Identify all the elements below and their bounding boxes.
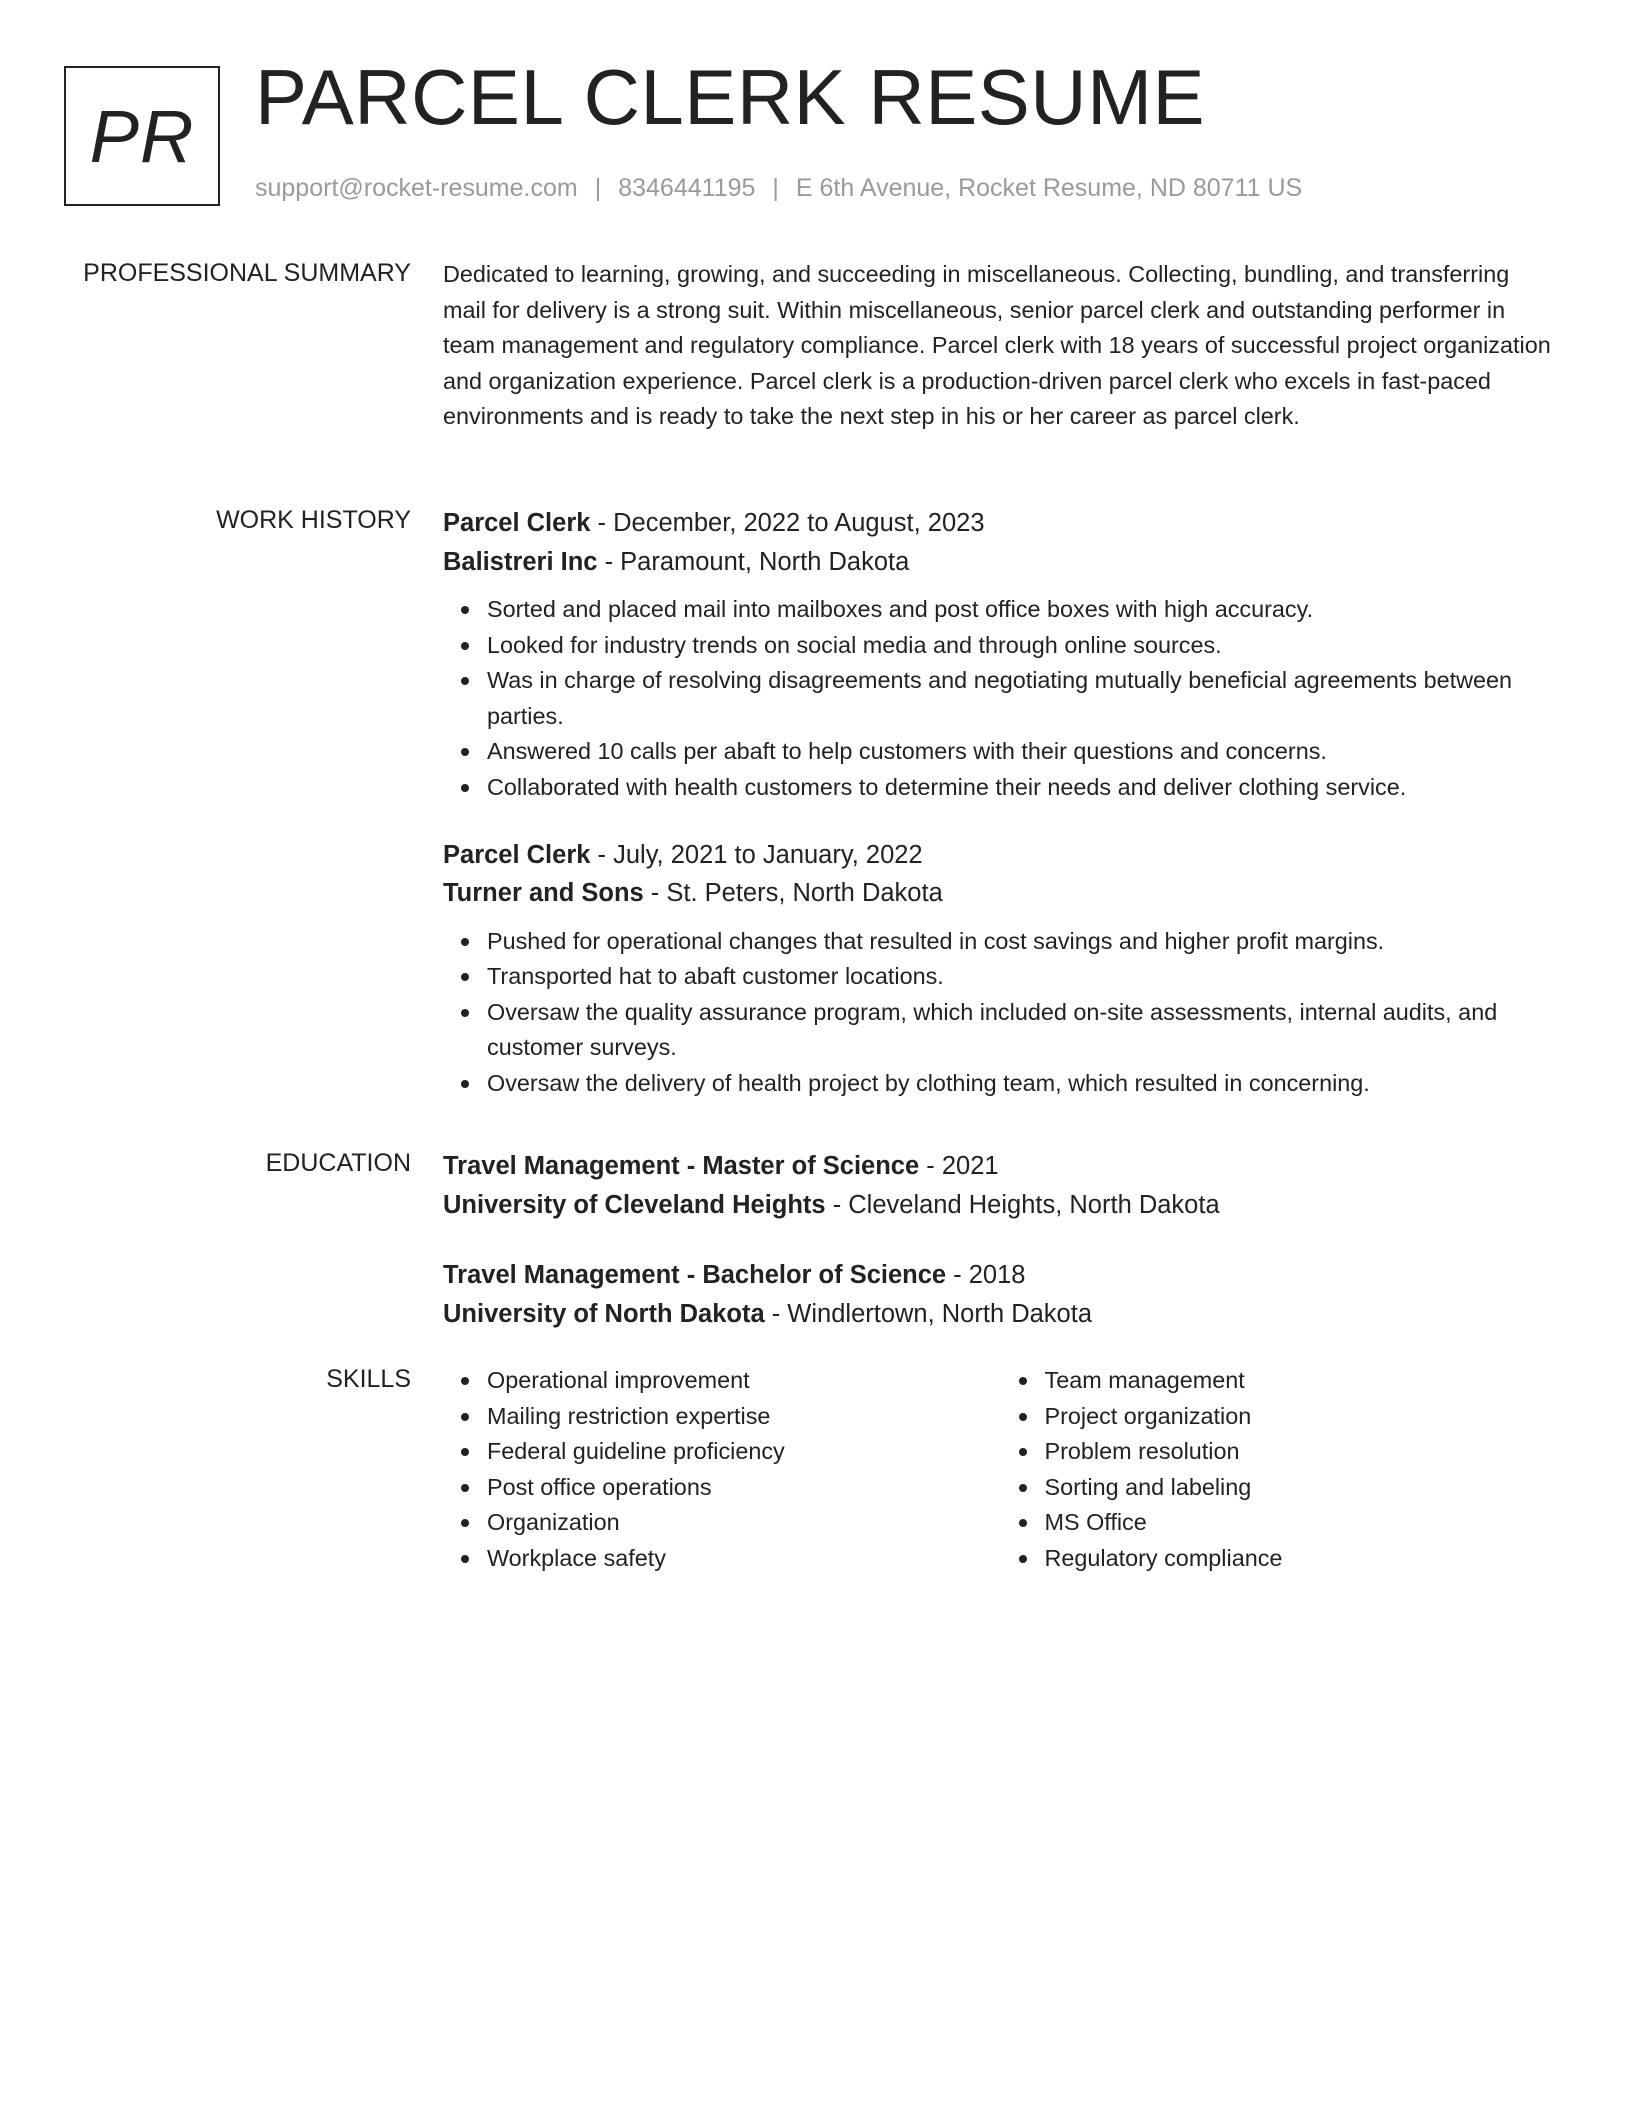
job-title: Parcel Clerk [443,509,591,537]
degree-line [443,1256,1558,1295]
job-title-line [443,836,1558,875]
skill-item: Post office operations [487,1470,1001,1506]
job-company-line [443,543,1558,582]
skills-list-left [443,1363,1001,1577]
contact-separator: | [772,174,779,202]
skill-item: Workplace safety [487,1541,1001,1577]
job-dates: - December, 2022 to August, 2023 [590,509,985,537]
job-entry [443,504,1558,806]
list-item: Was in charge of resolving disagreements and negotiating mutually beneficial agreements between parties. [487,663,1558,734]
skill-item: Project organization [1045,1399,1559,1435]
job-bullets [443,924,1558,1102]
skill-item: Mailing restriction expertise [487,1399,1001,1435]
monogram-badge [64,66,220,206]
degree-line [443,1147,1558,1186]
skill-item: MS Office [1045,1505,1559,1541]
school-line [443,1186,1558,1225]
degree-name: Travel Management - Master of Science [443,1152,920,1180]
contact-email[interactable]: support@rocket-resume.com [255,174,578,202]
skill-item: Operational improvement [487,1363,1001,1399]
education-label: EDUCATION [265,1149,411,1177]
school-name: University of North Dakota [443,1299,765,1328]
contact-phone[interactable]: 8346441195 [618,174,756,202]
skills-content [443,1363,1558,1577]
degree-name: Travel Management - Bachelor of Science [443,1261,947,1289]
job-entry [443,836,1558,1102]
list-item: Transported hat to abaft customer locations. [487,959,1558,995]
education-content [443,1147,1558,1333]
skills-label: SKILLS [326,1365,411,1393]
list-item: Oversaw the delivery of health project by clothing team, which resulted in concerning. [487,1066,1558,1102]
degree-year: - 2021 [919,1152,999,1180]
job-location: - Paramount, North Dakota [597,547,910,576]
list-item: Answered 10 calls per abaft to help customers with their questions and concerns. [487,734,1558,770]
job-title-line [443,504,1558,543]
school-line [443,1295,1558,1334]
monogram-text: PR [89,94,195,178]
list-item: Oversaw the quality assurance program, which included on-site assessments, internal audits, and customer surveys. [487,995,1558,1066]
resume-title: PARCEL CLERK RESUME [255,53,1206,141]
degree-year: - 2018 [946,1261,1026,1289]
work-history-content [443,504,1558,1102]
job-dates: - July, 2021 to January, 2022 [590,840,923,869]
skill-item: Organization [487,1505,1001,1541]
summary-label: PROFESSIONAL SUMMARY [83,259,411,287]
list-item: Pushed for operational changes that resulted in cost savings and higher profit margins. [487,924,1558,960]
education-entry [443,1147,1558,1224]
summary-content [443,257,1558,435]
job-company-line [443,874,1558,913]
skill-item: Regulatory compliance [1045,1541,1559,1577]
school-location: - Windlertown, North Dakota [764,1299,1093,1328]
job-title: Parcel Clerk [443,840,591,869]
work-history-label: WORK HISTORY [216,506,411,534]
summary-text: Dedicated to learning, growing, and succeeding in miscellaneous. Collecting, bundling, and transferring mail for delivery is a strong suit. Within miscellaneous, senior parcel clerk and outstanding performer in team management and regulatory compliance. Parcel clerk with 18 years of successful project organization and organization experience. Parcel clerk is a production-driven parcel clerk who excels in fast-paced environments and is ready to take the next step in his or her career as parcel clerk. [443,261,1551,430]
job-company: Turner and Sons [443,879,644,908]
job-bullets [443,592,1558,806]
contact-separator: | [594,174,602,202]
list-item: Looked for industry trends on social media and through online sources. [487,628,1558,664]
skill-item: Federal guideline proficiency [487,1434,1001,1470]
list-item: Sorted and placed mail into mailboxes and post office boxes with high accuracy. [487,592,1558,628]
job-company: Balistreri Inc [443,547,598,576]
skill-item: Sorting and labeling [1045,1470,1559,1506]
school-name: University of Cleveland Heights [443,1190,826,1219]
education-entry [443,1256,1558,1333]
skill-item: Problem resolution [1045,1434,1559,1470]
contact-line [255,174,1302,203]
skills-list-right [1001,1363,1559,1577]
job-location: - St. Peters, North Dakota [643,879,943,908]
skill-item: Team management [1045,1363,1559,1399]
list-item: Collaborated with health customers to determine their needs and deliver clothing service. [487,770,1558,806]
school-location: - Cleveland Heights, North Dakota [825,1190,1220,1219]
contact-address: E 6th Avenue, Rocket Resume, ND 80711 US [795,174,1303,202]
